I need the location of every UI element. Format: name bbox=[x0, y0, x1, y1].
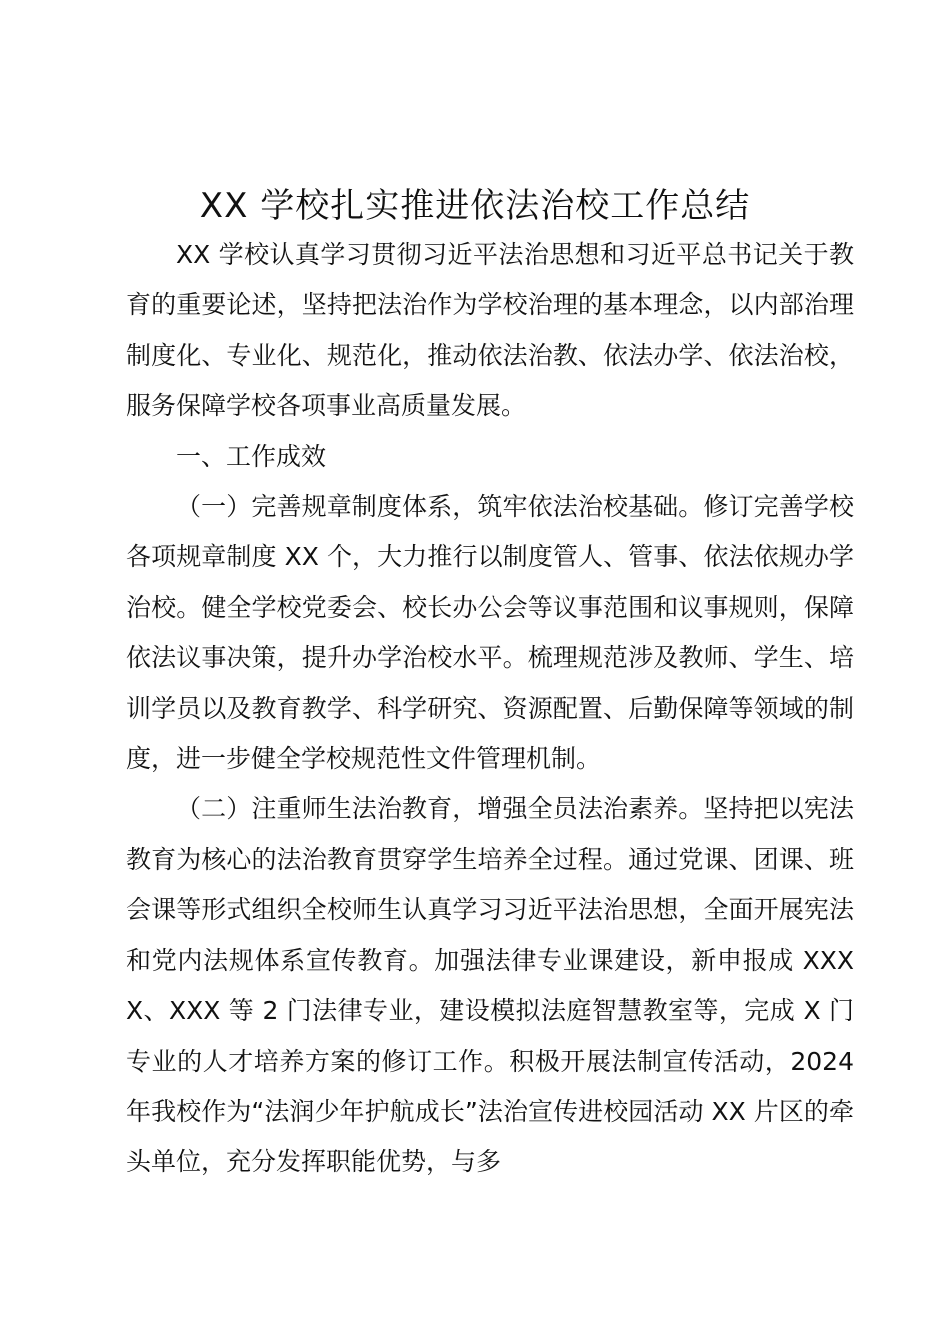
document-body bbox=[126, 230, 854, 1188]
intro-paragraph: XX 学校认真学习贯彻习近平法治思想和习近平总书记关于教育的重要论述，坚持把法治作为学校治理的基本理念，以内部治理制度化、专业化、规范化，推动依法治教、依法办学、依法治校，服务保障学校各项事业高质量发展。 bbox=[126, 240, 854, 421]
document-title: XX 学校扎实推进依法治校工作总结 bbox=[199, 186, 751, 226]
subsection-paragraph-2: （二）注重师生法治教育，增强全员法治素养。坚持把以宪法教育为核心的法治教育贯穿学生培养全过程。通过党课、团课、班会课等形式组织全校师生认真学习习近平法治思想，全面开展宪法和党内法规体系宣传教育。加强法律专业课建设，新申报成 XXXX、XXX 等 2 门法律专业，建设模拟法庭智慧教室等，完成 X 门专业的人才培养方案的修订工作。积极开展法制宣传活动，2024 年我校作为“法润少年护航成长”法治宣传进校园活动 XX 片区的牵头单位，充分发挥职能优势，与多 bbox=[126, 794, 854, 1177]
subsection-paragraph-1: （一）完善规章制度体系，筑牢依法治校基础。修订完善学校各项规章制度 XX 个，大力推行以制度管人、管事、依法依规办学治校。健全学校党委会、校长办公会等议事范围和议事规则，保障依法议事决策，提升办学治校水平。梳理规范涉及教师、学生、培训学员以及教育教学、科学研究、资源配置、后勤保障等领域的制度，进一步健全学校规范性文件管理机制。 bbox=[126, 492, 854, 774]
section-heading: 一、工作成效 bbox=[176, 441, 327, 471]
